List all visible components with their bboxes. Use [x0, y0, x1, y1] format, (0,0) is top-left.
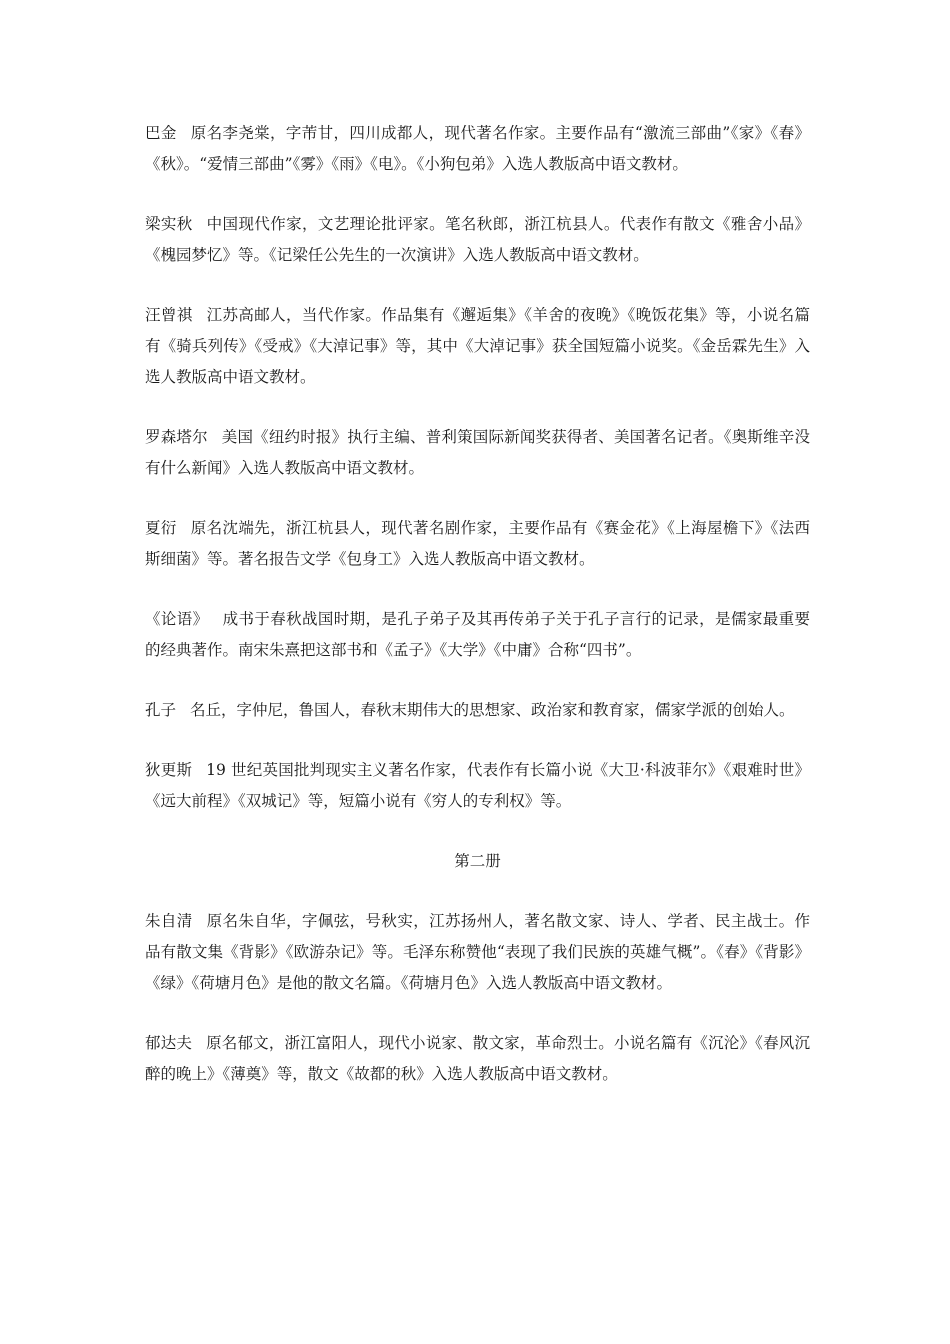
entry-lunyu — [145, 604, 810, 666]
entry-text: 名丘，字仲尼，鲁国人，春秋末期伟大的思想家、政治家和教育家，儒家学派的创始人。 — [190, 701, 795, 719]
entry-name: 罗森塔尔 — [145, 428, 208, 446]
entry-liang-shiqiu — [145, 209, 810, 271]
entry-name: 狄更斯 — [145, 761, 193, 779]
document-page — [145, 118, 810, 1119]
entry-rosenthal — [145, 422, 810, 484]
entry-text: 成书于春秋战国时期，是孔子弟子及其再传弟子关于孔子言行的记录，是儒家最重要的经典著作。南宋朱熹把这部书和《孟子》《大学》《中庸》合称“四书”。 — [145, 610, 810, 659]
entry-text: 原名沈端先，浙江杭县人，现代著名剧作家，主要作品有《赛金花》《上海屋檐下》《法西斯细菌》等。著名报告文学《包身工》入选人教版高中语文教材。 — [145, 519, 810, 568]
entry-text: 原名郁文，浙江富阳人，现代小说家、散文家，革命烈士。小说名篇有《沉沦》《春风沉醉的晚上》《薄奠》等，散文《故都的秋》入选人教版高中语文教材。 — [145, 1034, 810, 1083]
entry-text: 19 世纪英国批判现实主义著名作家，代表作有长篇小说《大卫·科波菲尔》《艰难时世》《远大前程》《双城记》等，短篇小说有《穷人的专利权》等。 — [145, 761, 810, 810]
entry-name: 梁实秋 — [145, 215, 193, 233]
entry-confucius — [145, 695, 810, 726]
entry-yu-dafu — [145, 1028, 810, 1090]
entry-wang-zengqi — [145, 300, 810, 393]
entry-name: 夏衍 — [145, 519, 177, 537]
entry-name: 汪曾祺 — [145, 306, 193, 324]
entry-text: 中国现代作家，文艺理论批评家。笔名秋郎，浙江杭县人。代表作有散文《雅舍小品》《槐园梦忆》等。《记梁任公先生的一次演讲》入选人教版高中语文教材。 — [145, 215, 810, 264]
entry-text: 江苏高邮人，当代作家。作品集有《邂逅集》《羊舍的夜晚》《晚饭花集》等，小说名篇有《骑兵列传》《受戒》《大淖记事》等，其中《大淖记事》获全国短篇小说奖。《金岳霖先生》入选人教版高中语文教材。 — [145, 306, 810, 386]
entry-text: 美国《纽约时报》执行主编、普利策国际新闻奖获得者、美国著名记者。《奥斯维辛没有什么新闻》入选人教版高中语文教材。 — [145, 428, 810, 477]
entry-dickens — [145, 755, 810, 817]
entry-name: 《论语》 — [145, 610, 209, 628]
entry-name: 朱自清 — [145, 912, 193, 930]
entry-name: 郁达夫 — [145, 1034, 193, 1052]
entry-text: 原名李尧棠，字芾甘，四川成都人，现代著名作家。主要作品有“激流三部曲”《家》《春》《秋》。“爱情三部曲”《雾》《雨》《电》。《小狗包弟》入选人教版高中语文教材。 — [145, 124, 810, 173]
entry-ba-jin — [145, 118, 810, 180]
entry-name: 巴金 — [145, 124, 177, 142]
entry-xia-yan — [145, 513, 810, 575]
section-title: 第二册 — [454, 852, 501, 870]
entry-zhu-ziqing — [145, 906, 810, 999]
entry-text: 原名朱自华，字佩弦，号秋实，江苏扬州人，著名散文家、诗人、学者、民主战士。作品有散文集《背影》《欧游杂记》等。毛泽东称赞他“表现了我们民族的英雄气概”。《春》《背影》《绿》《荷塘月色》是他的散文名篇。《荷塘月色》入选人教版高中语文教材。 — [145, 912, 810, 992]
entry-name: 孔子 — [145, 701, 177, 719]
